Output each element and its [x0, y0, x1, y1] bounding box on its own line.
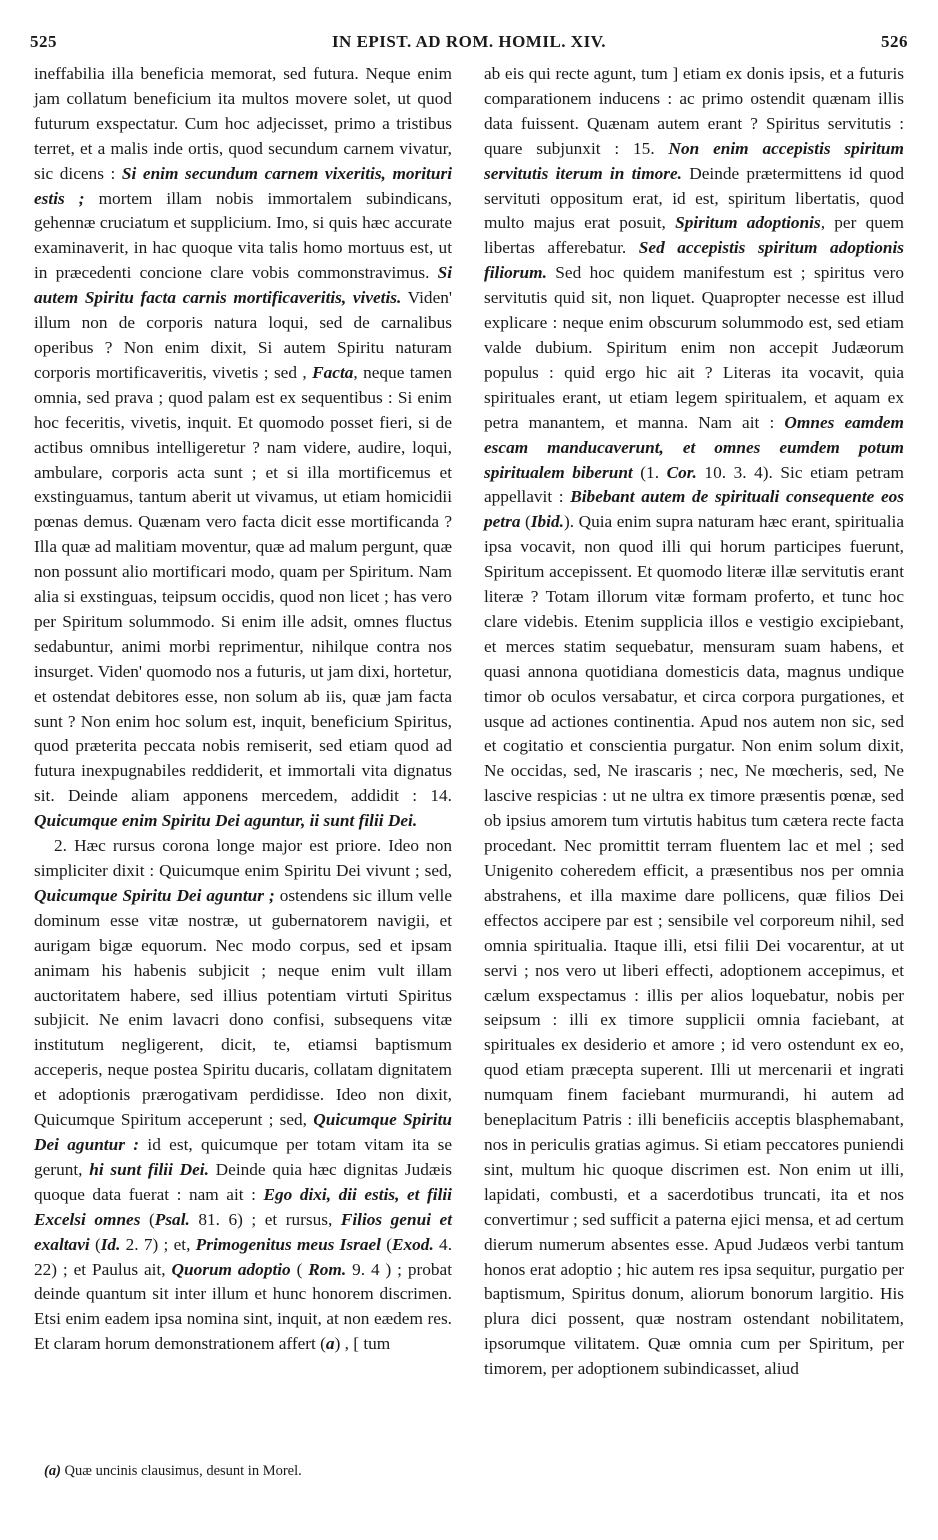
left-column	[34, 62, 452, 1357]
italic-run: Id.	[100, 1234, 121, 1254]
text-run: ineffabilia illa beneficia memorat, sed futura. Neque enim jam collatum beneficium ita multos movere solet, ut quod futurum exspectatur. Cum hoc adjecisset, primo a tristibus terret, et a malis inde ortis, quod secundum carnem vivatur, sic dicens :	[34, 64, 452, 183]
italic-run: Quicumque enim Spiritu Dei aguntur, ii sunt filii Dei.	[34, 811, 418, 831]
right-column	[484, 62, 904, 1382]
page-number-left: 525	[30, 32, 57, 51]
page-header	[30, 32, 908, 56]
right-paragraph-1	[484, 62, 904, 1382]
text-run: ). Quia enim supra naturam hæc erant, spiritualia ipsa vocavit, non quod illi qui horum participes fuerunt, Spiritum accepissent. Et quomodo literæ illæ servitutis erant literæ ? Totam illorum vitæ formam proferto, et tunc hoc clare videbis. Etenim supplicia illos e vestigio excipiebant, et merces statim sequebatur, mensuram suam habens, et quasi annona quotidiana domesticis data, magnus undique timor ob oculos versabatur, et circa corpora purgationes, et usque ad actiones continentia. Apud nos autem non sic, sed et cogitatio et conscientia purgatur. Non enim solum dixit, Ne occidas, sed, Ne irascaris ; nec, Ne mœcheris, sed, Ne lascive respicias : ut ne ultra ex timore præsentis pœnæ, sed ob ipsius amorem tum virtutis habitus tum cætera recte facta procedant. Nec promittit terram fluentem lac et mel ; sed Unigenito coheredem efficit, a præsentibus nos per omnia abstrahens, et illa maxime dare pollicens, quæ filios Dei effectos accipere par est ; sensibile vel corporeum nihil, sed omnia spiritualia. Itaque illi, etsi filii Dei vocarentur, at ut servi ; nos vero ut liberi effecti, adoptionem accepimus, et cælum exspectamus : illis per alios loquebatur, nobis per seipsum : illi ex timore supplicii omnia faciebant, at spirituales ex desiderio et amore ; id vero ostendunt ex eo, quod etiam præcepta superent. Illi ut mercenarii et ingrati numquam finem faciebant murmurandi, hi autem ad beneplacitum Patris : illi beneficiis acceptis blasphemabant, nos in periculis gratias agimus. Si etiam peccatores puniendi sint, multum hic quoque discrimen est. Non enim ut illi, lapidati, combusti, et a sacerdotibus truncati, ita et nos convertimur ; sed sufficit a paterna ejici mensa, et ad certum dierum numerum absentes esse. Apud Judæos verbi tantum honos erat adoptio ; hic autem res ipsa sequitur, purgatio per baptismum, Spiritus donum, aliorum bonorum largitio. His plura dici possent, quæ nostram ostendant nobilitatem, ipsorumque vilitatem. Quæ omnia cum per Spiritum, per timorem, per adoptionem subindicasset, aliud	[484, 512, 904, 1379]
footnote-marker: (a)	[44, 1463, 61, 1479]
italic-run: Si autem Spiritu facta carnis mortificaveritis, vivetis.	[34, 263, 452, 308]
text-run: Deinde prætermittens id quod servituti oppositum erat, id est, spiritum libertatis, quod multo majus erat posuit,	[484, 163, 904, 233]
italic-run: Ego dixi, dii estis, et filii Excelsi omnes	[34, 1184, 452, 1229]
italic-run: Spiritum adoptionis	[675, 213, 821, 233]
text-run: 2. Hæc rursus corona longe major est priore. Ideo non simpliciter dixit : Quicumque enim Spiritu Dei vivunt ; sed,	[34, 836, 452, 880]
italic-run: Primogenitus meus Israel	[195, 1234, 381, 1254]
italic-run: Quicumque Spiritu Dei aguntur ;	[34, 885, 275, 905]
text-run: ab eis qui recte agunt, tum ] etiam ex donis ipsis, et a futuris comparationem inducens : ac primo ostendit quænam illis data fuissent. Quænam autem erant ? Spiritus servitutis : quare subjunxit : 15.	[484, 64, 904, 158]
text-run: (	[380, 1234, 392, 1254]
italic-run: Exod.	[392, 1234, 434, 1254]
text-run: Sed hoc quidem manifestum est ; spiritus vero servitutis quid sit, non liquet. Quapropter necesse est illud explicare : neque enim obscurum solummodo est, sed etiam valde dubium. Spiritum enim non accepit Judæorum populus : quid ergo hic ait ? Literas ita vocavit, quia spirituales erant, ut etiam legem spiritualem, et aquam ex petra manantem, et manna. Nam ait :	[484, 263, 904, 432]
text-run: (	[89, 1234, 101, 1254]
italic-run: Rom.	[308, 1259, 347, 1279]
italic-run: Quicumque Spiritu Dei aguntur :	[34, 1110, 452, 1154]
italic-run: Sed accepistis spiritum adoptionis filiorum.	[484, 238, 904, 283]
italic-run: Filios genui et exaltavi	[34, 1209, 453, 1254]
text-run: 4. 22) ; et Paulus ait,	[34, 1234, 453, 1279]
text-run: 10. 3. 4). Sic etiam petram appellavit :	[484, 462, 904, 507]
text-run: Viden' illum non de corporis natura loqui, sed de carnalibus operibus ? Non enim dixit, Si autem Spiritu naturam corporis mortificaveritis, vivetis ; sed ,	[34, 288, 452, 382]
text-run: 2. 7) ; et,	[120, 1234, 196, 1254]
italic-run: Si enim secundum carnem vixeritis, morituri estis ;	[34, 163, 452, 208]
italic-run: hi sunt filii Dei.	[89, 1159, 209, 1179]
italic-run: Non enim accepistis spiritum servitutis iterum in timore.	[484, 138, 904, 183]
text-run: Deinde quia hæc dignitas Judæis quoque data fuerat : nam ait :	[34, 1159, 452, 1204]
page-number-right: 526	[881, 32, 908, 51]
text-run: 81. 6) ; et rursus,	[189, 1209, 341, 1229]
text-run: ) , [ tum	[334, 1334, 391, 1354]
text-run: (	[140, 1209, 155, 1229]
text-run: 9. 4 ) ; probat deinde quantum sit inter illum et hunc honorem discrimen. Etsi enim eadem ipsa nomina sint, inquit, at non eædem res. Et claram horum demonstrationem affert (	[34, 1259, 452, 1354]
left-paragraph-1	[34, 62, 452, 834]
footnote-text: Quæ uncinis clausimus, desunt in Morel.	[60, 1463, 302, 1479]
text-run: id est, quicumque per totam vitam ita se gerunt,	[34, 1134, 452, 1179]
left-paragraph-2	[34, 834, 452, 1357]
italic-run: Facta	[312, 362, 354, 382]
footnote	[44, 1462, 444, 1480]
italic-run: Cor.	[666, 462, 697, 482]
italic-run: a	[325, 1334, 335, 1354]
text-run: (1.	[632, 462, 667, 482]
text-run: mortem illam nobis immortalem subindicans, gehennæ cruciatum et supplicium. Imo, si quis hæc accurate examinaverit, in hac quoque vita talis homo mortuus est, ut in præcedenti concione clare vobis commonstravimus.	[34, 188, 452, 283]
text-run: (	[290, 1259, 309, 1279]
italic-run: Ibid.	[530, 512, 564, 532]
italic-run: Quorum adoptio	[171, 1259, 291, 1279]
text-run: , per quem libertas afferebatur.	[484, 213, 905, 258]
running-title: IN EPIST. AD ROM. HOMIL. XIV.	[331, 32, 607, 51]
text-run: (	[520, 512, 531, 532]
text-run: , neque tamen omnia, sed prava ; quod palam est ex sequentibus : Si enim hoc feceritis, vivetis, inquit. Et quomodo posset fieri, si de actibus omnibus intelligeretur ? nam videre, audire, loqui, ambulare, corporis acta sunt ; et si illa mortificemus et exstinguamus, tantum aberit ut vivamus, ut etiam homicidii pœnas demus. Quænam vero facta dicit esse mortificanda ? Illa quæ ad malitiam moventur, quæ ad malum pergunt, quæ non possunt alio mortificari modo, quam per Spiritum. Nam alia si exstinguas, teipsum occidis, quod non licet ; has vero per Spiritum solummodo. Si enim ille adsit, omnes fluctus sedabuntur, animi morbi reprimentur, nihilque contra nos insurget. Viden' quomodo nos a futuris, ut jam dixi, hortetur, et ostendat debitores esse, non solum ab iis, quæ jam facta sunt ? Non enim hoc solum est, inquit, beneficium Spiritus, quod præterita peccata nobis remiserit, sed etiam quod ad futura inexpugnabiles reddiderit, et immortali vita dignatus sit. Deinde aliam apponens mercedem, addidit : 14.	[34, 362, 452, 806]
italic-run: Omnes eamdem escam manducaverunt, et omnes eumdem potum spiritualem biberunt	[484, 412, 904, 482]
text-run: ostendens sic illum velle dominum esse vitæ nostræ, ut gubernatorem navigii, et aurigam bigæ equorum. Nec modo corpus, sed et ipsam animam his habenis subjicit ; neque enim vult illam auctoritatem habere, sed illius potentiam virtuti Spiritus subjicit. Ne enim lavacri dono confisi, subsequens vitæ institutum negligerent, dicit, te, etiamsi baptismum acceperis, neque postea Spiritu ducaris, collatam dignitatem et adoptionis prærogativam perdidisse. Ideo non dixit, Quicumque Spiritum acceperunt ; sed,	[34, 885, 452, 1130]
italic-run: Bibebant autem de spirituali consequente eos petra	[484, 487, 904, 532]
italic-run: Psal.	[154, 1209, 190, 1229]
column-divider	[470, 64, 471, 1474]
